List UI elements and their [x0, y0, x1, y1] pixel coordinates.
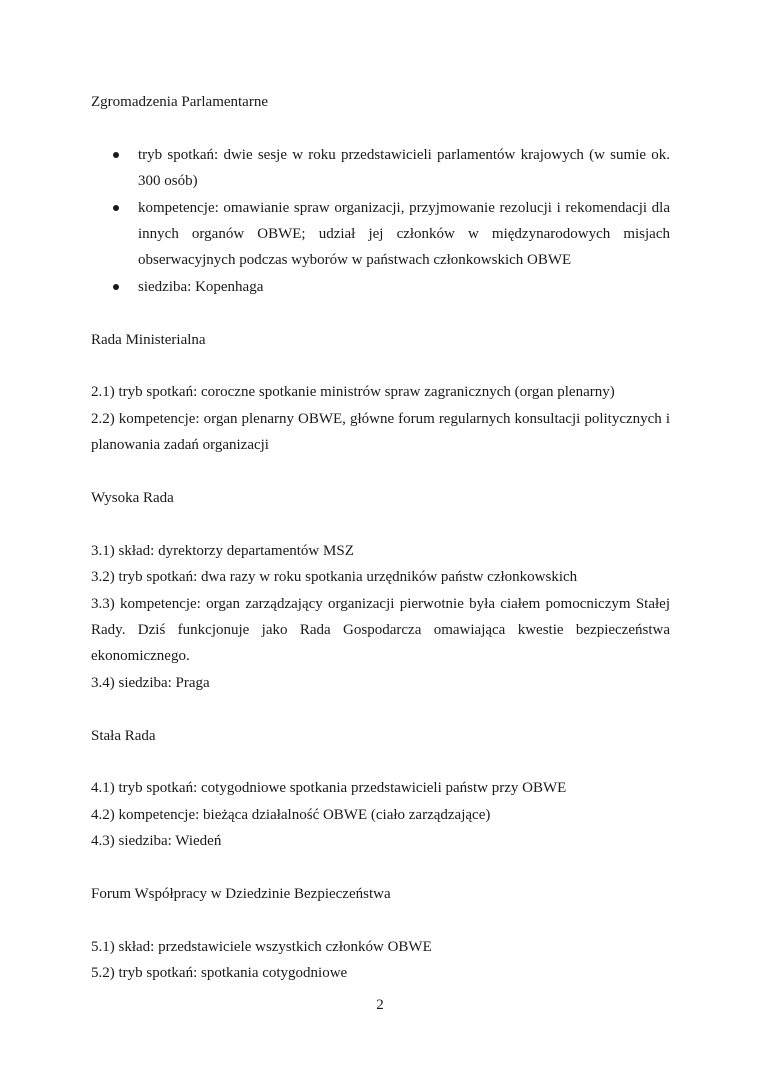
bullet-icon — [113, 152, 119, 158]
section-heading-security-forum: Forum Współpracy w Dziedzinie Bezpieczeństwa — [91, 886, 391, 903]
list-item: 3.3) kompetencje: organ zarządzający organizacji pierwotnie była ciałem pomocniczym Stałej Rady. Dziś funkcjonuje jako Rada Gospodarcza omawiająca kwestie bezpieczeństwa ekonomicznego. — [91, 595, 670, 665]
section-heading-permanent-council: Stała Rada — [91, 727, 156, 744]
bullet-icon — [113, 284, 119, 290]
list-item: 4.3) siedziba: Wiedeń — [91, 833, 222, 850]
list-item: 5.2) tryb spotkań: spotkania cotygodniowe — [91, 965, 348, 982]
section-heading-ministerial-council: Rada Ministerialna — [91, 331, 206, 348]
list-item: 4.2) kompetencje: bieżąca działalność OBWE (ciało zarządzające) — [91, 806, 491, 823]
parliamentary-assembly-list — [91, 142, 670, 300]
section-heading-parliamentary-assembly: Zgromadzenia Parlamentarne — [91, 94, 268, 110]
list-item: 3.4) siedziba: Praga — [91, 674, 210, 691]
page-content — [91, 89, 670, 987]
list-item: 5.1) skład: przedstawiciele wszystkich członków OBWE — [91, 938, 432, 955]
list-item: 3.2) tryb spotkań: dwa razy w roku spotkania urzędników państw członkowskich — [91, 569, 578, 586]
list-item: tryb spotkań: dwie sesje w roku przedstawicieli parlamentów krajowych (w sumie ok. 300 osób) — [91, 142, 670, 195]
list-item: 2.1) tryb spotkań: coroczne spotkanie ministrów spraw zagranicznych (organ plenarny) — [91, 384, 615, 401]
page-number: 2 — [376, 997, 384, 1013]
list-item: kompetencje: omawianie spraw organizacji, przyjmowanie rezolucji i rekomendacji dla innych organów OBWE; udział jej członków w międzynarodowych misjach obserwacyjnych podczas wyborów w państwach członkowskich OBWE — [91, 195, 670, 274]
list-item: siedziba: Kopenhaga — [91, 274, 670, 300]
list-item: 3.1) skład: dyrektorzy departamentów MSZ — [91, 542, 354, 559]
section-heading-high-council: Wysoka Rada — [91, 490, 174, 507]
list-item: 2.2) kompetencje: organ plenarny OBWE, główne forum regularnych konsultacji politycznych i planowania zadań organizacji — [91, 410, 670, 454]
bullet-icon — [113, 205, 119, 211]
list-item: 4.1) tryb spotkań: cotygodniowe spotkania przedstawicieli państw przy OBWE — [91, 780, 567, 797]
